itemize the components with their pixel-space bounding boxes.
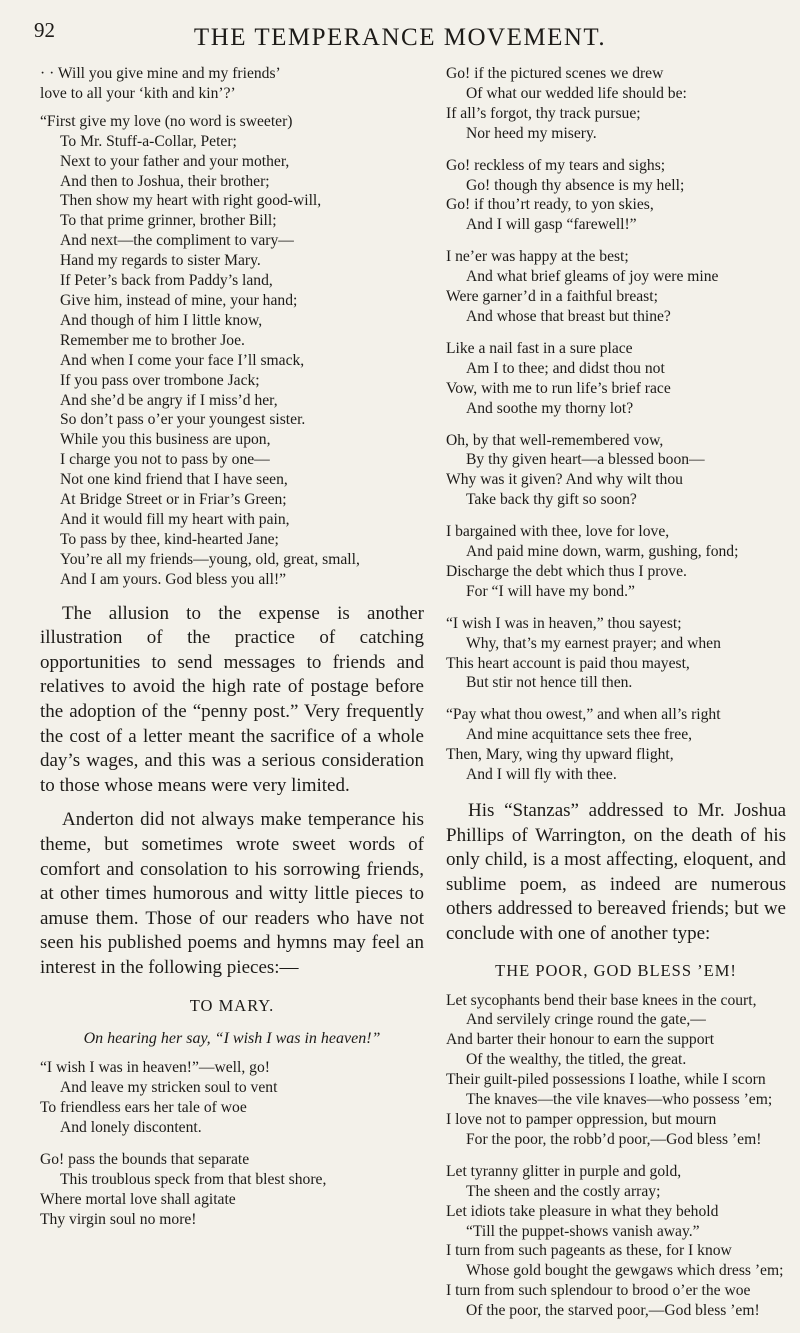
verse-line: And mine acquittance sets thee free, [466,726,693,744]
verse-line: This troublous speck from that blest shore, [60,1171,327,1188]
stanza [446,1162,786,1321]
stanza [446,64,786,144]
verse-line: If Peter’s back from Paddy’s land, [60,272,273,290]
verse-line: And I will gasp “farewell!” [466,216,637,234]
verse-line: While you this business are upon, [60,431,271,449]
poem-title: THE POOR, GOD BLESS ’EM! [495,960,737,980]
verse-line: Am I to thee; and didst thou not [466,359,665,377]
body-prose [40,602,424,981]
verse-line: By thy given heart—a blessed boon— [466,451,705,469]
verse-line: I turn from such splendour to brood o’er the woe [446,1282,751,1300]
verse-line: “I wish I was in heaven!”—well, go! [40,1059,270,1077]
left-column [40,64,424,1242]
verse-line: “Till the puppet-shows vanish away.” [466,1222,700,1240]
verse-line: To Mr. Stuff-a-Collar, Peter; [60,132,237,150]
verse-line: Go! if the pictured scenes we drew [446,65,664,82]
verse-line: And next—the compliment to vary— [60,232,294,250]
stanza [446,339,786,419]
verse-line: Were garner’d in a faithful breast; [446,288,658,306]
verse-line: And whose that breast but thine? [466,307,671,325]
verse-line: And what brief gleams of joy were mine [466,268,719,286]
verse-line: And when I come your face I’ll smack, [60,351,305,369]
stanza [446,991,786,1150]
verse-line: Next to your father and your mother, [60,152,290,170]
verse-line: And then to Joshua, their brother; [60,172,270,190]
page-number: 92 [34,18,55,42]
verse-line: And I am yours. God bless you all!” [60,570,287,588]
verse-line: And she’d be angry if I miss’d her, [60,391,278,409]
verse-line: The sheen and the costly array; [466,1182,661,1200]
paragraph: His “Stanzas” addressed to Mr. Joshua Phillips of Warrington, on the death of his only child, is a most affecting, eloquent, and sublime poem, as indeed are numerous others addressed to bereaved friends; but we conclude with one of another type: [446,800,786,944]
verse-line: I turn from such pageants as these, for I know [446,1242,732,1260]
verse-line: If you pass over trombone Jack; [60,371,260,389]
verse-line: Let sycophants bend their base knees in the court, [446,991,757,1009]
running-head: THE TEMPERANCE MOVEMENT. [193,24,607,51]
verse-line: Take back thy gift so soon? [466,491,637,509]
stanza [446,705,786,785]
verse-line: “First give my love (no word is sweeter) [40,112,293,130]
verse-line [40,104,424,112]
opening-verse [40,64,424,590]
verse-line: · · Will you give mine and my friends’ [40,65,281,82]
verse-line: Give him, instead of mine, your hand; [60,291,298,309]
verse-line: And paid mine down, warm, gushing, fond; [466,543,739,561]
verse-line: The knaves—the vile knaves—who possess ’em; [466,1091,773,1109]
verse-line: I ne’er was happy at the best; [446,248,629,266]
verse-line: I bargained with thee, love for love, [446,523,670,541]
verse-line: To that prime grinner, brother Bill; [60,212,277,230]
verse-line: Of the poor, the starved poor,—God bless ’em! [466,1302,760,1320]
verse-line: And soothe my thorny lot? [466,399,634,417]
stanza [446,614,786,694]
verse-line: So don’t pass o’er your youngest sister. [60,411,306,429]
verse-line: And lonely discontent. [60,1119,202,1137]
verse-line: Let tyranny glitter in purple and gold, [446,1162,682,1180]
verse-line: I charge you not to pass by one— [60,451,270,469]
verse-line: Remember me to brother Joe. [60,331,245,349]
verse-line: Oh, by that well-remembered vow, [446,431,664,449]
verse-line: And though of him I little know, [60,311,263,329]
verse-line: And servilely cringe round the gate,— [466,1011,706,1029]
verse-line: This heart account is paid thou mayest, [446,654,690,672]
verse-line: For the poor, the robb’d poor,—God bless ’em! [466,1130,762,1148]
body-prose [446,799,786,947]
verse-line: If all’s forgot, thy track pursue; [446,104,641,122]
stanza [446,431,786,511]
verse-line: Where mortal love shall agitate [40,1190,236,1208]
verse-line: Of the wealthy, the titled, the great. [466,1051,687,1069]
verse-line: Why, that’s my earnest prayer; and when [466,634,721,652]
stanza [40,1150,424,1230]
verse-line: Nor heed my misery. [466,124,597,142]
verse-line: love to all your ‘kith and kin’?’ [40,84,236,102]
stanza [446,247,786,327]
verse-line: And it would fill my heart with pain, [60,510,290,528]
verse-line: And leave my stricken soul to vent [60,1079,278,1097]
verse-line: Go! though thy absence is my hell; [466,176,685,194]
verse-line: Of what our wedded life should be: [466,84,687,102]
verse-line: Go! pass the bounds that separate [40,1151,250,1169]
verse-line: And I will fly with thee. [466,766,617,784]
verse-line: Go! if thou’rt ready, to yon skies, [446,196,654,214]
verse-line: I love not to pamper oppression, but mourn [446,1111,717,1128]
right-column [446,64,786,1333]
verse-line: Let idiots take pleasure in what they behold [446,1202,719,1220]
verse-line: Like a nail fast in a sure place [446,339,633,357]
stanza [446,522,786,602]
verse-line: Then show my heart with right good-will, [60,192,322,210]
verse-line: At Bridge Street or in Friar’s Green; [60,491,287,509]
verse-line: “Pay what thou owest,” and when all’s right [446,706,721,724]
verse-line: Vow, with me to run life’s brief race [446,379,671,397]
verse-line: You’re all my friends—young, old, great, small, [60,550,360,568]
verse-line: For “I will have my bond.” [466,582,635,600]
paragraph: The allusion to the expense is another illustration of the practice of catching opportunities to send messages to friends and relatives to avoid the high rate of postage before the adoption of the “penny post.” Very frequently the cost of a letter meant the sacrifice of a whole day’s wages, and this was a serious consideration to those whose means were very limited. [40,602,424,796]
verse-line: Thy virgin soul no more! [40,1210,197,1228]
paragraph: Anderton did not always make temperance his theme, but sometimes wrote sweet words of comfort and consolation to his sorrowing friends, at other times humorous and witty little pieces to amuse them. Those of our readers who have not seen his published poems and hymns may feel an interest in the following pieces:— [40,809,424,978]
verse-line: Whose gold bought the gewgaws which dress ’em; [466,1262,784,1280]
verse-line: And barter their honour to earn the support [446,1031,715,1049]
verse-line: Their guilt-piled possessions I loathe, while I scorn [446,1071,766,1089]
verse-line: But stir not hence till then. [466,674,633,692]
poem-title: TO MARY. [189,996,275,1016]
stanza [40,1058,424,1138]
verse-line: Then, Mary, wing thy upward flight, [446,746,674,764]
verse-line: Discharge the debt which thus I prove. [446,562,687,580]
stanza [446,156,786,236]
verse-line: To pass by thee, kind-hearted Jane; [60,530,279,548]
verse-line: Hand my regards to sister Mary. [60,252,261,270]
verse-line: “I wish I was in heaven,” thou sayest; [446,614,682,632]
verse-line: Why was it given? And why wilt thou [446,471,683,489]
verse-line: To friendless ears her tale of woe [40,1099,247,1117]
verse-line: Go! reckless of my tears and sighs; [446,156,666,174]
poem-subtitle: On hearing her say, “I wish I was in heaven!” [83,1030,381,1048]
verse-line: Not one kind friend that I have seen, [60,471,288,489]
